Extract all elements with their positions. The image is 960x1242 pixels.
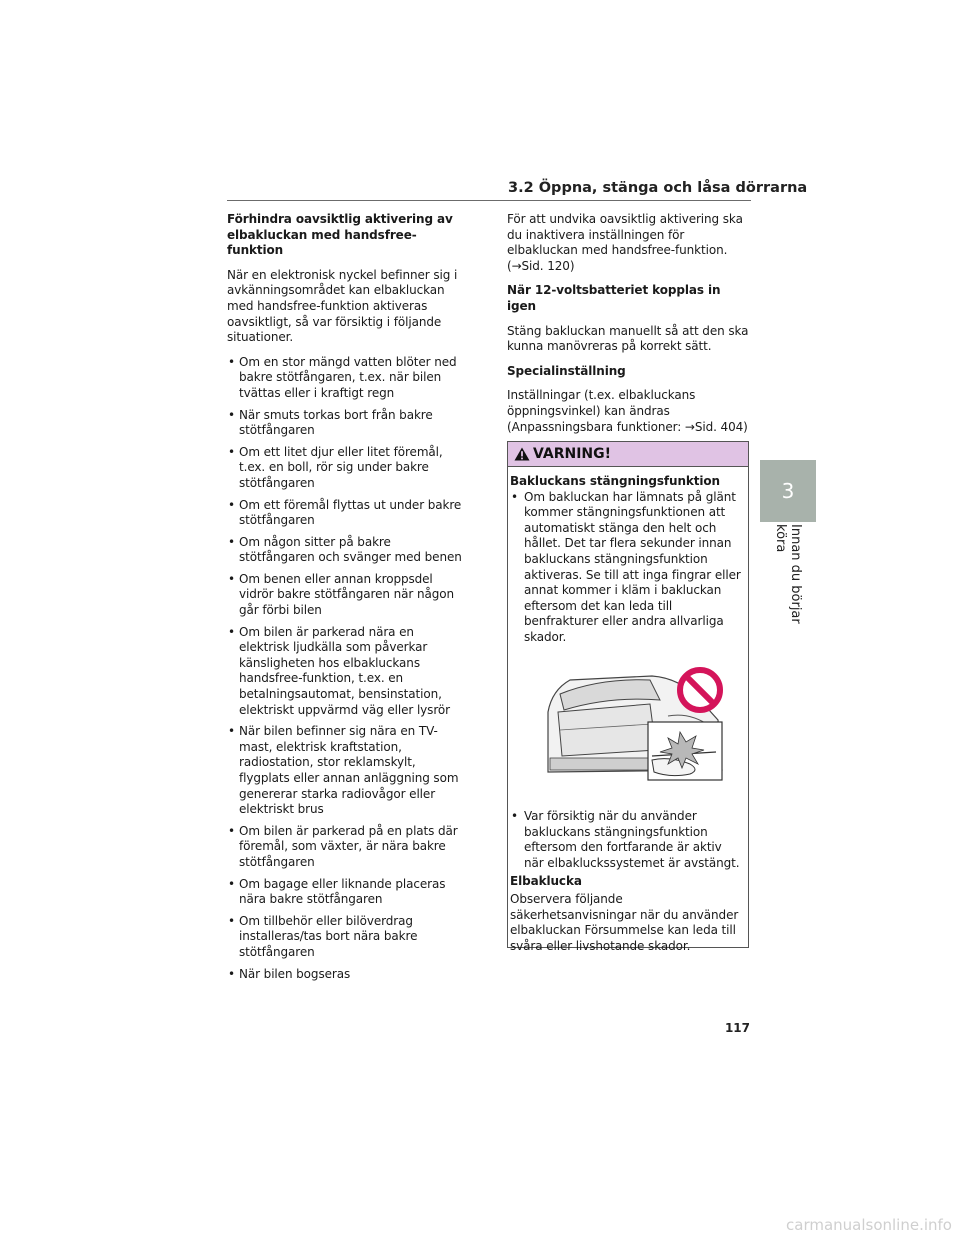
special-paragraph: Inställningar (t.ex. elbakluckans öppningsvinkel) kan ändras (Anpassningsbara funktioner: →Sid. 404)	[507, 388, 748, 434]
tailgate-pinch-illustration	[540, 660, 726, 790]
list-item: • Om bilen är parkerad på en plats där föremål, som växter, är nära bakre stötfångaren	[227, 824, 465, 871]
special-heading: Specialinställning	[507, 363, 626, 378]
handsfree-heading: Förhindra oavsiktlig aktivering av elbakluckan med handsfree-funktion	[227, 212, 453, 258]
list-item: • Om tillbehör eller bilöverdrag installeras/tas bort nära bakre stötfångaren	[227, 914, 465, 961]
warning-list	[510, 490, 744, 646]
section-header: 3.2 Öppna, stänga och låsa dörrarna	[508, 180, 808, 196]
warning-body	[508, 467, 748, 954]
battery-paragraph: Stäng bakluckan manuellt så att den ska kunna manövreras på korrekt sätt.	[507, 323, 749, 354]
list-item: • Om ett föremål flyttas ut under bakre stötfångaren	[227, 498, 465, 529]
warning-header	[508, 442, 748, 467]
handsfree-intro: När en elektronisk nyckel befinner sig i avkänningsområdet kan elbakluckan med handsfree-funktion aktiveras oavsiktligt, så var försiktig i följande situationer.	[227, 267, 458, 345]
list-item: • Om bilen är parkerad nära en elektrisk ljudkälla som påverkar känsligheten hos elbakluckans handsfree-funktion, t.ex. en betalningsautomat, bensinstation, elektriskt uppvärmd väg eller lysrör	[227, 625, 465, 719]
chapter-title: Innan du börjar köra	[773, 524, 803, 624]
battery-heading: När 12-voltsbatteriet kopplas in igen	[507, 283, 721, 313]
list-item: • Om en stor mängd vatten blöter ned bakre stötfångaren, t.ex. när bilen tvättas eller i kraftigt regn	[227, 355, 465, 402]
list-item: • Om benen eller annan kroppsdel vidrör bakre stötfångaren när någon går förbi bilen	[227, 572, 465, 619]
chapter-tab	[760, 460, 816, 522]
chapter-number: 3	[781, 479, 795, 503]
list-item: • Var försiktig när du använder bakluckans stängningsfunktion eftersom den fortfarande är aktiv när elbakluckssystemet är avstängt.	[510, 809, 744, 871]
list-item: • Om bagage eller liknande placeras nära bakre stötfångaren	[227, 877, 465, 908]
list-item: • Om någon sitter på bakre stötfångaren och svänger med benen	[227, 535, 465, 566]
warning-paragraph: Observera följande säkerhetsanvisningar när du använder elbakluckan Försummelse kan leda till svåra eller livshotande skador.	[510, 892, 739, 953]
deactivate-paragraph: För att undvika oavsiktlig aktivering ska du inaktivera inställningen för elbakluckan med handsfree-funktion. (→Sid. 120)	[507, 212, 743, 273]
list-item: • När smuts torkas bort från bakre stötfångaren	[227, 408, 465, 439]
header-rule	[227, 200, 751, 201]
warning-title: Bakluckans stängningsfunktion	[510, 474, 721, 488]
right-column	[507, 212, 751, 444]
watermark: carmanualsonline.info	[786, 1216, 952, 1234]
list-item: • När bilen befinner sig nära en TV-mast, elektrisk kraftstation, radiostation, stor reklamskylt, flygplats eller annan anläggning som genererar starka radiovågor eller elektriskt brus	[227, 724, 465, 818]
situation-list	[227, 355, 465, 982]
list-item: • Om bakluckan har lämnats på glänt kommer stängningsfunktionen att automatiskt stänga den helt och hållet. Det tar flera sekunder innan bakluckans stängningsfunktion aktiveras. Se till att inga fingrar eller annat kommer i kläm i bakluckan eftersom det kan leda till benfrakturer eller andra allvarliga skador.	[510, 490, 744, 646]
warning-label: VARNING!	[533, 446, 612, 462]
list-item: • Om ett litet djur eller litet föremål, t.ex. en boll, rör sig under bakre stötfångaren	[227, 445, 465, 492]
warning-box	[507, 441, 749, 953]
warning-subheading: Elbaklucka	[510, 873, 582, 888]
list-item: • När bilen bogseras	[227, 967, 465, 983]
warning-triangle-icon	[514, 447, 530, 461]
page-number: 117	[724, 1021, 750, 1035]
left-column	[227, 212, 465, 988]
warning-list-2	[510, 809, 744, 871]
